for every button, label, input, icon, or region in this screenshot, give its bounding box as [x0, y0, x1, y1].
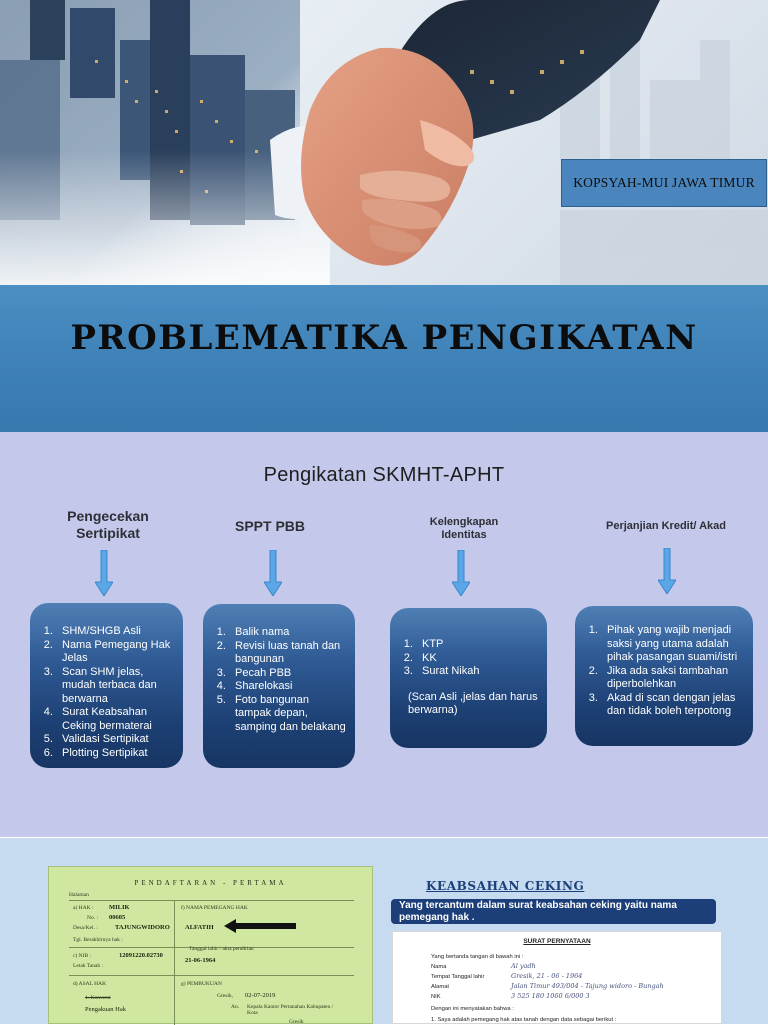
certificate-label: Tanggal lahir / akta pendirian	[189, 946, 254, 952]
letter-point: 1. Saya adalah pemegang hak atas tanah dengan data sebagai berikut :	[431, 1017, 617, 1023]
letter-statement: Dengan ini menyatakan bahwa :	[431, 1006, 514, 1012]
list-item: 1. Pihak yang wajib menjadi saksi yang utama adalah pihak pasangan suami/istri	[601, 624, 745, 665]
list-item: 1. SHM/SHGB Asli	[56, 625, 175, 639]
letter-title: SURAT PERNYATAAN	[523, 938, 591, 945]
certificate-label: No. :	[87, 915, 98, 921]
card-perjanjian-kredit	[575, 606, 753, 746]
requirement-list	[579, 624, 745, 719]
certificate-label: An.	[231, 1004, 240, 1010]
list-item: 4. Sharelokasi	[229, 680, 347, 694]
card-pengecekan-sertipikat	[30, 603, 183, 768]
list-item: 3. Surat Nikah	[416, 665, 539, 679]
letter-intro: Yang bertanda tangan di bawah ini :	[431, 954, 524, 960]
certificate-label: Gresik	[289, 1019, 304, 1025]
title-band	[0, 285, 768, 432]
list-item: 2. Revisi luas tanah dan bangunan	[229, 640, 347, 667]
list-item: 3. Scan SHM jelas, mudah terbaca dan berwarna	[56, 666, 175, 707]
page-title: PROBLEMATIKA PENGIKATAN	[70, 318, 698, 358]
letter-field-value: 3 525 180 1060 6/000 3	[511, 992, 590, 1000]
certificate-label: g) PEMBUKUAN	[181, 981, 222, 987]
certificate-label: Gresik,	[217, 993, 234, 999]
keabsahan-heading: KEABSAHAN CEKING	[426, 879, 585, 893]
letter-field-label: Tempat Tanggal lahir	[431, 974, 485, 980]
letter-field-value: Jalan Timur 493/004 - Tajung widoro - Bungah	[511, 982, 664, 990]
certificate-label: f) NAMA PEMEGANG HAK	[181, 905, 248, 911]
certificate-value: 1. Konversi	[85, 995, 111, 1001]
certificate-label: c) NIB :	[73, 953, 92, 959]
certificate-value: 02-07-2019	[245, 992, 276, 999]
column-heading-identitas: Kelengkapan Identitas	[429, 516, 499, 541]
certificate-value: Pengakuan Hak	[85, 1006, 126, 1013]
certificate-value: 00605	[109, 914, 126, 921]
requirement-list	[34, 625, 175, 760]
column-heading-perjanjian: Perjanjian Kredit/ Akad	[605, 520, 727, 532]
hero-banner	[0, 0, 768, 285]
list-item: 3. Akad di scan dengan jelas dan tidak boleh terpotong	[601, 692, 745, 719]
identity-note: (Scan Asli ,jelas dan harus berwarna)	[408, 690, 538, 716]
certificate-header: PENDAFTARAN - PERTAMA	[134, 879, 287, 887]
list-item: 1. KTP	[416, 638, 539, 652]
certificate-label: a) HAK :	[73, 905, 94, 911]
certificate-label: d) ASAL HAK	[73, 981, 107, 987]
arrow-left-icon	[224, 919, 296, 933]
certificate-label: Desa/Kel. :	[73, 925, 98, 931]
keabsahan-description: Yang tercantum dalam surat keabsahan ceking yaitu nama pemegang hak .	[391, 899, 716, 924]
list-item: 2. Nama Pemegang Hak Jelas	[56, 639, 175, 666]
letter-field-value: Al yadh	[511, 962, 536, 970]
column-heading-pengecekan: Pengecekan Sertipikat	[67, 508, 149, 541]
list-item: 5. Foto bangunan tampak depan, samping dan belakang	[229, 694, 347, 735]
certificate-label: Halaman	[69, 892, 89, 898]
card-sppt-pbb	[203, 604, 355, 768]
column-heading-sppt-pbb: SPPT PBB	[234, 518, 305, 534]
certificate-value: 21-06-1964	[185, 957, 216, 964]
handshake-cityscape-image	[0, 0, 768, 285]
certificate-scan	[48, 866, 373, 1024]
statement-letter-scan	[392, 931, 722, 1024]
list-item: 5. Validasi Sertipikat	[56, 733, 175, 747]
down-arrow-icon	[264, 550, 282, 596]
diagram-title: Pengikatan SKMHT-APHT	[263, 464, 505, 486]
certificate-value: ALFATIH	[185, 924, 214, 931]
list-item: 6. Plotting Sertipikat	[56, 747, 175, 761]
certificate-value: 12091220.02730	[119, 952, 163, 959]
list-item: 2. Jika ada saksi tambahan diperbolehkan	[601, 665, 745, 692]
letter-field-label: NIK	[431, 994, 441, 1000]
certificate-label: Tgl. Berakhirnya hak :	[73, 937, 123, 943]
certificate-label: Letak Tanah :	[73, 963, 104, 969]
list-item: 3. Pecah PBB	[229, 667, 347, 681]
down-arrow-icon	[452, 550, 470, 596]
certificate-value: MILIK	[109, 904, 130, 911]
card-kelengkapan-identitas	[390, 608, 547, 748]
certificate-label: Kepala Kantor Pertanahan Kabupaten / Kota	[247, 1004, 334, 1016]
letter-field-label: Nama	[431, 964, 447, 970]
letter-field-label: Alamat	[431, 984, 450, 990]
letter-field-value: Gresik, 21 - 06 - 1964	[511, 972, 583, 980]
list-item: 1. Balik nama	[229, 626, 347, 640]
down-arrow-icon	[95, 550, 113, 596]
list-item: 2. KK	[416, 652, 539, 666]
requirement-list	[394, 638, 539, 679]
requirement-list	[207, 626, 347, 734]
down-arrow-icon	[658, 548, 676, 594]
certificate-value: TAJUNGWIDORO	[115, 924, 170, 931]
list-item: 4. Surat Keabsahan Ceking bermaterai	[56, 706, 175, 733]
organization-label: KOPSYAH-MUI JAWA TIMUR	[561, 159, 767, 207]
